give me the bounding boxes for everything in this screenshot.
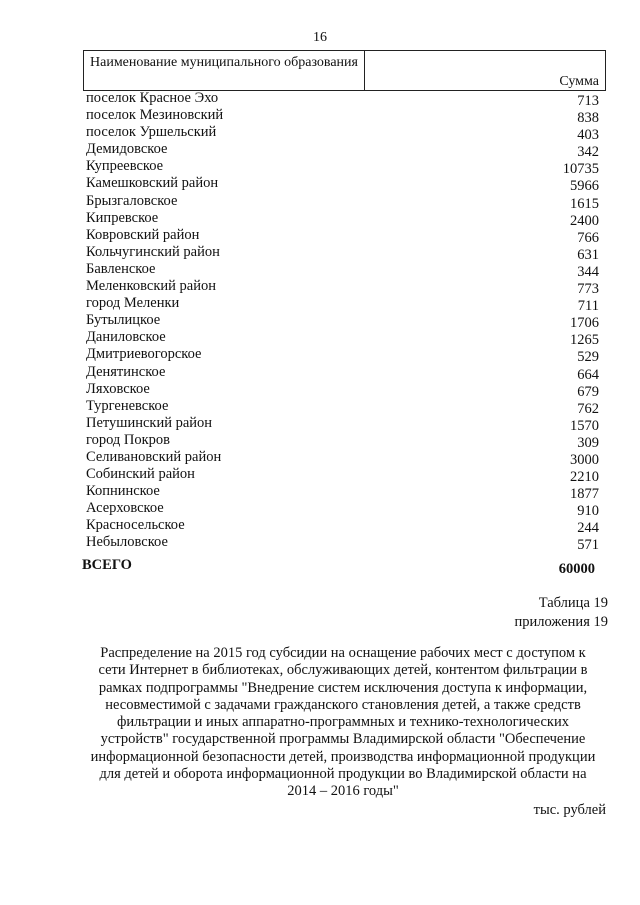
table-row: [0, 278, 640, 298]
row-name: Даниловское: [86, 329, 166, 346]
table-row: [0, 500, 640, 520]
row-sum: 309: [577, 434, 599, 451]
row-sum: 838: [577, 110, 599, 127]
row-name: город Меленки: [86, 295, 180, 312]
title-line: несовместимой с задачами гражданского становления детей, а также средств: [105, 696, 581, 713]
row-name: Кипревское: [86, 209, 159, 226]
row-sum: 3000: [570, 451, 599, 468]
row-name: Демидовское: [86, 141, 168, 158]
row-name: Денятинское: [86, 363, 166, 380]
row-name: Брызгаловское: [86, 192, 178, 209]
row-name: Бавленское: [86, 260, 156, 277]
total-label: ВСЕГО: [82, 557, 132, 573]
table-caption: [515, 594, 608, 632]
title-line: рамках подпрограммы "Внедрение систем исключения доступа к информации,: [98, 679, 588, 696]
row-name: Дмитриевогорское: [86, 346, 202, 363]
table-row: [0, 346, 640, 366]
row-sum: 1706: [570, 315, 599, 332]
row-name: Тургеневское: [86, 397, 169, 414]
table-row: [0, 175, 640, 195]
row-sum: 762: [577, 400, 599, 417]
title-line: для детей и оборота информационной продукции во Владимирской области на: [99, 766, 587, 783]
row-sum: 342: [577, 144, 599, 161]
row-sum: 1877: [570, 486, 599, 503]
table-row: [0, 329, 640, 349]
row-sum: 1265: [570, 332, 599, 349]
row-name: Селивановский район: [86, 448, 222, 465]
table-row: [0, 141, 640, 161]
title-line: сети Интернет в библиотеках, обслуживающих детей, контентом фильтрации в: [98, 662, 588, 679]
row-name: Копнинское: [86, 483, 160, 500]
row-sum: 631: [577, 246, 599, 263]
table-header: [83, 50, 606, 91]
row-sum: 571: [577, 537, 599, 554]
table-row: [0, 244, 640, 261]
row-sum: 1570: [570, 417, 599, 434]
row-name: Асерховское: [86, 500, 164, 517]
row-name: поселок Уршельский: [86, 124, 217, 141]
page-number: 16: [313, 30, 327, 45]
row-sum: 10735: [562, 161, 599, 178]
column-header-name: Наименование муниципального образования: [84, 51, 365, 90]
table-row: [0, 398, 640, 415]
table-row: [0, 90, 640, 107]
table-row: [0, 449, 640, 466]
row-name: Небыловское: [86, 534, 168, 551]
table-row: [0, 364, 640, 381]
title-line: 2014 – 2016 годы": [287, 783, 399, 800]
table-row: [0, 312, 640, 332]
table-row: [0, 261, 640, 278]
total-sum: 60000: [558, 561, 595, 577]
column-header-sum: Сумма: [559, 74, 599, 89]
table-row: [0, 415, 640, 432]
row-name: поселок Красное Эхо: [86, 90, 219, 106]
title-line: фильтрации и иных аппаратно-программных и технико-технологических: [117, 714, 569, 731]
table-row: [0, 432, 640, 449]
row-name: Камешковский район: [86, 175, 219, 192]
table-row: [0, 158, 640, 178]
row-name: Петушинский район: [86, 414, 213, 431]
table-total-row: [0, 557, 640, 577]
row-sum: 713: [577, 93, 599, 109]
row-sum: 910: [577, 503, 599, 520]
row-name: Бутылицкое: [86, 312, 161, 329]
row-sum: 529: [577, 349, 599, 366]
row-name: Купреевское: [86, 158, 164, 175]
row-name: Меленковский район: [86, 278, 216, 295]
row-name: Красносельское: [86, 517, 185, 534]
row-sum: 403: [577, 127, 599, 144]
row-sum: 344: [577, 263, 599, 280]
table-row: [0, 210, 640, 227]
row-sum: 244: [577, 520, 599, 537]
row-name: Ляховское: [86, 380, 150, 397]
section-title: [70, 645, 616, 801]
title-line: устройств" государственной программы Владимирской области "Обеспечение: [100, 731, 586, 748]
table-row: [0, 227, 640, 244]
row-name: Собинский район: [86, 466, 195, 483]
row-sum: 711: [577, 298, 599, 315]
table-row: [0, 381, 640, 398]
table-row: [0, 193, 640, 210]
row-sum: 679: [577, 383, 599, 400]
row-sum: 2400: [570, 212, 599, 229]
table-row: [0, 295, 640, 315]
row-sum: 1615: [570, 195, 599, 212]
row-sum: 5966: [570, 178, 599, 195]
units-label: тыс. рублей: [533, 802, 606, 818]
table-row: [0, 483, 640, 503]
caption-line-2: приложения 19: [514, 614, 608, 630]
table-row: [0, 517, 640, 537]
title-line: информационной безопасности детей, производства информационной продукции: [90, 748, 596, 765]
row-name: город Покров: [86, 431, 171, 448]
table-row: [0, 466, 640, 486]
table-row: [0, 124, 640, 144]
row-sum: 2210: [570, 469, 599, 486]
row-sum: 766: [577, 229, 599, 246]
title-line: Распределение на 2015 год субсидии на оснащение рабочих мест с доступом к: [100, 645, 586, 661]
row-name: поселок Мезиновский: [86, 107, 224, 124]
row-sum: 664: [577, 366, 599, 383]
caption-line-1: Таблица 19: [538, 595, 608, 611]
row-name: Кольчугинский район: [86, 243, 220, 260]
row-sum: 773: [577, 281, 599, 298]
row-name: Ковровский район: [86, 226, 200, 243]
table-row: [0, 534, 640, 554]
table-row: [0, 107, 640, 127]
table-body: [0, 90, 640, 552]
